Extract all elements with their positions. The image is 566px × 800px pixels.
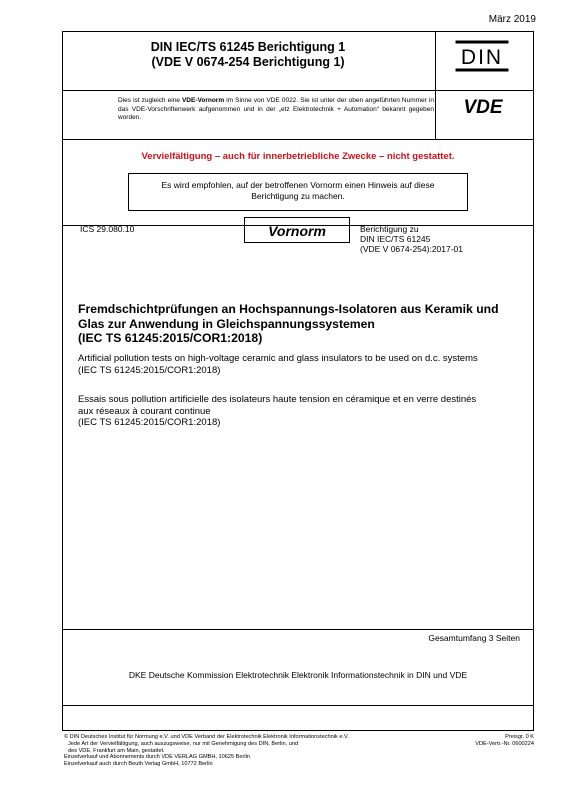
reference-line: (VDE V 0674-254):2017-01 bbox=[360, 244, 464, 254]
document-title bbox=[62, 40, 434, 70]
divider bbox=[63, 705, 533, 706]
notice-bold: VDE-Vornorm bbox=[181, 97, 225, 104]
title-line: DIN IEC/TS 61245 Berichtigung 1 bbox=[150, 40, 346, 54]
divider bbox=[63, 629, 533, 630]
dke-line: DKE Deutsche Kommission Elektrotechnik Elektronik Informationstechnik in DIN und VDE bbox=[128, 670, 468, 680]
reference-line: Berichtigung zu bbox=[360, 224, 419, 234]
title-line: (IEC TS 61245:2015/COR1:2018) bbox=[78, 331, 263, 345]
svg-text:VDE: VDE bbox=[463, 97, 503, 115]
german-title bbox=[78, 302, 526, 346]
document-frame bbox=[62, 31, 534, 731]
copyright-footer bbox=[64, 734, 444, 768]
divider bbox=[63, 139, 533, 140]
divider bbox=[63, 90, 533, 91]
title-line: aux réseaux à courant continue bbox=[78, 405, 211, 417]
title-line: Glas zur Anwendung in Gleichspannungssystemen bbox=[78, 316, 375, 331]
vde-notice bbox=[118, 97, 434, 123]
recommendation-box bbox=[128, 173, 468, 211]
recommendation-line: Berichtigung zu machen. bbox=[251, 191, 345, 201]
title-line: Artificial pollution tests on high-voltage ceramic and glass insulators to be used on d.c. systems bbox=[78, 353, 478, 364]
price-group: Preisgr. 0 K bbox=[505, 734, 534, 740]
footer-line: © DIN Deutsches Institut für Normung e.V. und VDE Verband der Elektrotechnik Elektronik Informationstechnik e.V. bbox=[64, 734, 349, 740]
price-info bbox=[475, 734, 534, 748]
copy-warning: Vervielfältigung – auch für innerbetriebliche Zwecke – nicht gestattet. bbox=[141, 151, 455, 162]
din-logo bbox=[455, 40, 509, 72]
english-title bbox=[78, 353, 526, 376]
svg-text:DIN: DIN bbox=[460, 46, 504, 69]
correction-reference bbox=[360, 224, 463, 254]
notice-text: im Sinne von VDE 0022. Sie ist unter der oben angeführten Nummer in das VDE-Vorschriftenwerk aufgenommen und in der „etz Elektrotechnik + Automation“ bekannt gegeben worden. bbox=[118, 97, 434, 122]
title-line: (VDE V 0674-254 Berichtigung 1) bbox=[151, 55, 345, 69]
divider bbox=[435, 32, 436, 139]
footer-line: Einzelverkauf auch durch Beuth Verlag GmbH, 10772 Berlin bbox=[64, 761, 213, 768]
ics-code: ICS 29.080.10 bbox=[80, 224, 135, 234]
vde-logo bbox=[453, 97, 513, 115]
title-line: Fremdschichtprüfungen an Hochspannungs-Isolatoren aus Keramik und bbox=[78, 302, 499, 316]
vde-distribution-number: VDE-Vertr.-Nr. 0600224 bbox=[475, 740, 534, 747]
footer-line: Jede Art der Vervielfältigung, auch auszugsweise, nur mit Genehmigung des DIN, Berlin, und bbox=[68, 740, 299, 747]
status-badge: Vornorm bbox=[244, 217, 350, 243]
footer-line: des VDE, Frankfurt am Main, gestattet. bbox=[68, 747, 165, 754]
french-title bbox=[78, 394, 526, 429]
title-line: (IEC TS 61245:2015/COR1:2018) bbox=[78, 417, 221, 428]
title-line: (IEC TS 61245:2015/COR1:2018) bbox=[78, 364, 221, 376]
footer-line: Einzelverkauf und Abonnements durch VDE VERLAG GMBH, 10625 Berlin bbox=[64, 754, 250, 761]
document-date: März 2019 bbox=[488, 14, 536, 25]
notice-text: Dies ist zugleich eine bbox=[118, 97, 182, 104]
total-pages: Gesamtumfang 3 Seiten bbox=[428, 633, 520, 643]
recommendation-line: Es wird empfohlen, auf der betroffenen Vornorm einen Hinweis auf diese bbox=[161, 180, 435, 190]
reference-line: DIN IEC/TS 61245 bbox=[360, 234, 431, 244]
title-line: Essais sous pollution artificielle des isolateurs haute tension en céramique et en verre destinés bbox=[78, 394, 477, 405]
